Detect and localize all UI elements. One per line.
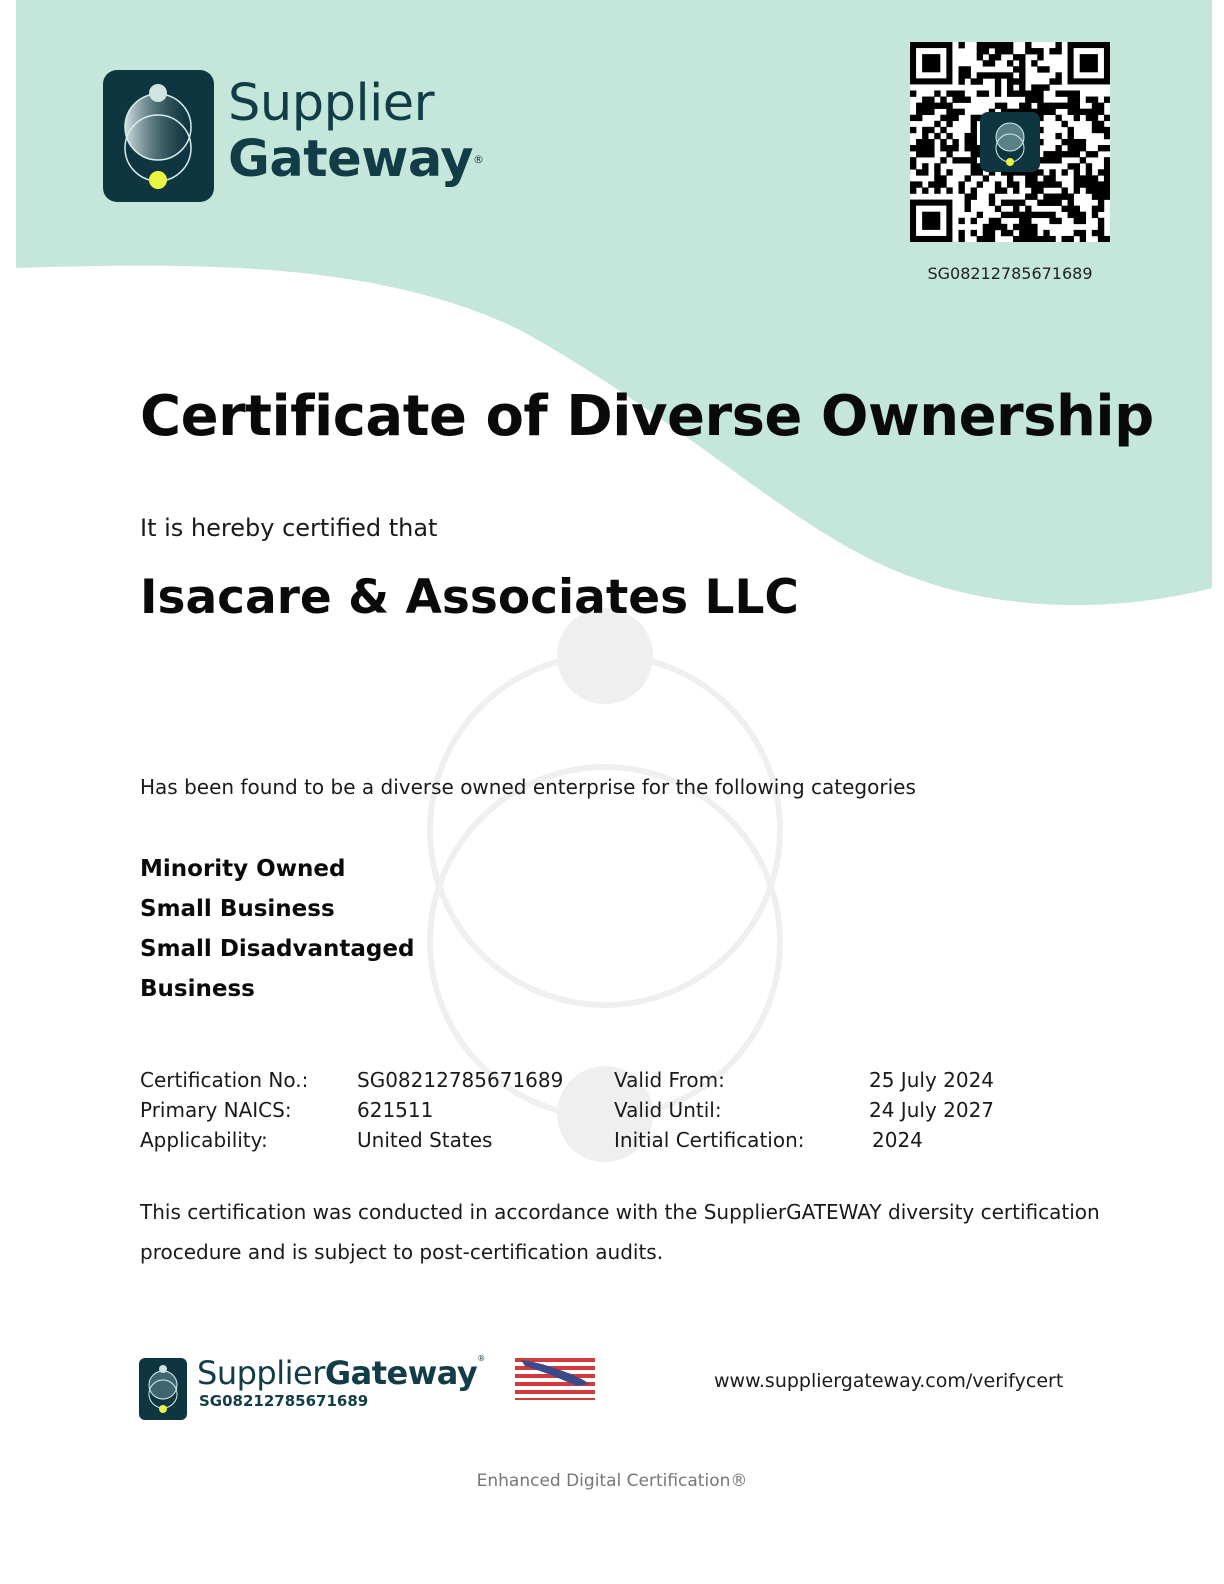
valid-from-label: Valid From: (614, 1068, 725, 1092)
valid-until-value: 24 July 2027 (869, 1098, 995, 1122)
category-item: Small Disadvantaged Business (140, 936, 415, 1002)
category-item: Small Business (140, 896, 335, 922)
naics-label: Primary NAICS: (140, 1098, 292, 1122)
applicability-value: United States (357, 1128, 493, 1152)
brand-logo-icon (103, 70, 215, 202)
category-list (140, 849, 440, 1009)
applicability-label: Applicability: (140, 1128, 268, 1152)
brand-logo-icon-small (139, 1358, 187, 1420)
naics-value: 621511 (357, 1098, 434, 1122)
intro-text: It is hereby certified that (140, 514, 438, 542)
cert-no-label: Certification No.: (140, 1068, 309, 1092)
logo-word-gateway: Gateway® (228, 130, 484, 189)
initial-cert-label: Initial Certification: (614, 1128, 805, 1152)
category-item: Minority Owned (140, 856, 346, 882)
certification-statement: This certification was conducted in accordance with the SupplierGATEWAY diversity certification procedure and is subject to post-certification audits. (140, 1200, 1100, 1264)
footer-brand (139, 1354, 499, 1422)
initial-cert-value: 2024 (872, 1128, 923, 1152)
us-flag-icon (515, 1358, 595, 1400)
certificate-title: Certificate of Diverse Ownership (140, 384, 1154, 449)
cert-no-value: SG08212785671689 (357, 1068, 564, 1092)
header-logo (103, 70, 503, 204)
categories-intro: Has been found to be a diverse owned enterprise for the following categories (140, 775, 916, 799)
qr-code[interactable] (910, 42, 1110, 242)
enhanced-certification-label: Enhanced Digital Certification® (476, 1471, 748, 1491)
verify-url-link[interactable]: www.suppliergateway.com/verifycert (714, 1370, 1064, 1392)
valid-until-label: Valid Until: (614, 1098, 722, 1122)
valid-from-value: 25 July 2024 (869, 1068, 995, 1092)
logo-word-supplier: Supplier (228, 74, 435, 133)
qr-code-id: SG08212785671689 (927, 264, 1093, 283)
footer-cert-code: SG08212785671689 (199, 1392, 369, 1410)
company-name: Isacare & Associates LLC (140, 570, 799, 625)
footer-brand-name: SupplierGateway® (197, 1354, 485, 1392)
